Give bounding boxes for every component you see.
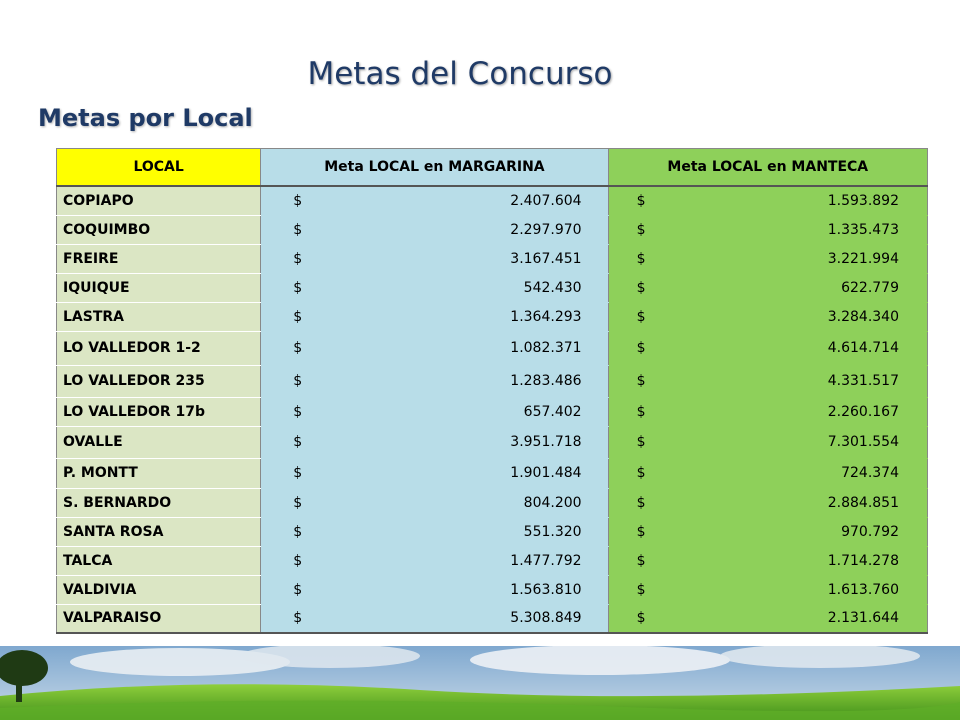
metas-table — [56, 148, 928, 634]
money-manteca — [615, 309, 921, 325]
currency-symbol: $ — [636, 403, 646, 420]
cell-manteca — [608, 365, 927, 397]
value-margarina: 804.200 — [523, 494, 582, 511]
money-manteca — [615, 251, 921, 267]
money-margarina — [267, 434, 601, 450]
cell-manteca — [608, 426, 927, 458]
money-manteca — [615, 404, 921, 420]
currency-symbol: $ — [293, 279, 303, 296]
cell-margarina — [261, 604, 608, 633]
table-row — [57, 244, 928, 273]
slide-title: Metas del Concurso — [307, 56, 613, 92]
currency-symbol: $ — [293, 552, 303, 569]
currency-symbol: $ — [293, 340, 303, 356]
value-manteca: 7.301.554 — [827, 434, 899, 450]
cell-local: S. BERNARDO — [57, 488, 261, 517]
money-margarina — [267, 373, 601, 389]
value-margarina: 3.167.451 — [510, 250, 582, 267]
money-margarina — [267, 582, 601, 598]
cell-manteca — [608, 397, 927, 426]
value-margarina: 542.430 — [523, 279, 582, 296]
cell-local: COQUIMBO — [57, 215, 261, 244]
cell-manteca — [608, 186, 927, 215]
currency-symbol: $ — [293, 494, 303, 511]
header-manteca: Meta LOCAL en MANTECA — [608, 149, 927, 187]
cell-manteca — [608, 244, 927, 273]
value-margarina: 1.563.810 — [510, 581, 582, 598]
cell-local: COPIAPO — [57, 186, 261, 215]
header-margarina: Meta LOCAL en MARGARINA — [261, 149, 608, 187]
value-manteca: 622.779 — [841, 279, 899, 296]
cell-local: LO VALLEDOR 235 — [57, 365, 261, 397]
cell-margarina — [261, 426, 608, 458]
money-margarina — [267, 404, 601, 420]
money-margarina — [267, 280, 601, 296]
money-margarina — [267, 340, 601, 356]
value-margarina: 1.283.486 — [510, 373, 582, 389]
table-row — [57, 215, 928, 244]
value-margarina: 1.477.792 — [510, 552, 582, 569]
currency-symbol: $ — [636, 373, 646, 389]
cell-local: LASTRA — [57, 302, 261, 331]
table-row — [57, 517, 928, 546]
cell-local: SANTA ROSA — [57, 517, 261, 546]
table-row — [57, 273, 928, 302]
currency-symbol: $ — [636, 340, 646, 356]
table-row — [57, 365, 928, 397]
cell-local: TALCA — [57, 546, 261, 575]
currency-symbol: $ — [293, 403, 303, 420]
cell-margarina — [261, 302, 608, 331]
money-manteca — [615, 340, 921, 356]
cell-manteca — [608, 488, 927, 517]
value-margarina: 1.364.293 — [510, 308, 582, 325]
money-margarina — [267, 524, 601, 540]
currency-symbol: $ — [293, 610, 303, 627]
cell-local: VALDIVIA — [57, 575, 261, 604]
money-margarina — [267, 309, 601, 325]
value-manteca: 3.221.994 — [827, 250, 899, 267]
table-row — [57, 331, 928, 365]
header-local: LOCAL — [57, 149, 261, 187]
money-manteca — [615, 553, 921, 569]
cell-manteca — [608, 575, 927, 604]
value-manteca: 1.335.473 — [827, 221, 899, 238]
currency-symbol: $ — [636, 250, 646, 267]
currency-symbol: $ — [293, 581, 303, 598]
table-row — [57, 546, 928, 575]
currency-symbol: $ — [636, 434, 646, 450]
table-row — [57, 458, 928, 488]
cell-margarina — [261, 273, 608, 302]
cell-margarina — [261, 397, 608, 426]
currency-symbol: $ — [636, 279, 646, 296]
table-row — [57, 426, 928, 458]
value-manteca: 1.613.760 — [827, 581, 899, 598]
value-manteca: 1.593.892 — [827, 192, 899, 209]
slide-subtitle: Metas por Local — [38, 104, 253, 132]
currency-symbol: $ — [293, 465, 303, 481]
value-manteca: 1.714.278 — [827, 552, 899, 569]
value-manteca: 4.331.517 — [827, 373, 899, 389]
value-margarina: 2.297.970 — [510, 221, 582, 238]
money-margarina — [267, 222, 601, 238]
money-margarina — [267, 553, 601, 569]
value-margarina: 2.407.604 — [510, 192, 582, 209]
table-row — [57, 488, 928, 517]
table-row — [57, 575, 928, 604]
table-row — [57, 604, 928, 633]
table-header — [57, 149, 928, 187]
value-margarina: 3.951.718 — [510, 434, 582, 450]
money-manteca — [615, 222, 921, 238]
money-margarina — [267, 610, 601, 626]
value-manteca: 2.131.644 — [827, 610, 899, 627]
value-margarina: 657.402 — [523, 403, 582, 420]
value-margarina: 1.082.371 — [510, 340, 582, 356]
currency-symbol: $ — [293, 221, 303, 238]
cell-manteca — [608, 517, 927, 546]
value-manteca: 970.792 — [841, 523, 899, 540]
cell-margarina — [261, 365, 608, 397]
cell-manteca — [608, 546, 927, 575]
currency-symbol: $ — [636, 221, 646, 238]
currency-symbol: $ — [636, 465, 646, 481]
value-manteca: 2.260.167 — [827, 403, 899, 420]
currency-symbol: $ — [636, 192, 646, 209]
table-row — [57, 397, 928, 426]
cell-local: LO VALLEDOR 1-2 — [57, 331, 261, 365]
value-margarina: 551.320 — [523, 523, 582, 540]
currency-symbol: $ — [636, 552, 646, 569]
value-manteca: 3.284.340 — [827, 308, 899, 325]
grass-sky-landscape-icon — [0, 646, 960, 720]
money-manteca — [615, 610, 921, 626]
currency-symbol: $ — [293, 373, 303, 389]
currency-symbol: $ — [293, 523, 303, 540]
value-margarina: 1.901.484 — [510, 465, 582, 481]
currency-symbol: $ — [636, 610, 646, 627]
table-row — [57, 302, 928, 331]
cell-local: OVALLE — [57, 426, 261, 458]
value-manteca: 4.614.714 — [827, 340, 899, 356]
cell-margarina — [261, 575, 608, 604]
cell-margarina — [261, 215, 608, 244]
currency-symbol: $ — [636, 523, 646, 540]
cell-manteca — [608, 302, 927, 331]
header-row — [57, 149, 928, 187]
cell-margarina — [261, 244, 608, 273]
currency-symbol: $ — [293, 250, 303, 267]
cell-local: VALPARAISO — [57, 604, 261, 633]
cell-margarina — [261, 458, 608, 488]
currency-symbol: $ — [293, 434, 303, 450]
cell-local: FREIRE — [57, 244, 261, 273]
table-row — [57, 186, 928, 215]
cell-margarina — [261, 488, 608, 517]
money-manteca — [615, 582, 921, 598]
money-manteca — [615, 495, 921, 511]
money-margarina — [267, 251, 601, 267]
currency-symbol: $ — [293, 192, 303, 209]
cell-local: LO VALLEDOR 17b — [57, 397, 261, 426]
currency-symbol: $ — [293, 308, 303, 325]
money-margarina — [267, 465, 601, 481]
money-manteca — [615, 280, 921, 296]
cell-margarina — [261, 331, 608, 365]
money-margarina — [267, 495, 601, 511]
cell-margarina — [261, 546, 608, 575]
cell-margarina — [261, 517, 608, 546]
cell-manteca — [608, 458, 927, 488]
cell-manteca — [608, 331, 927, 365]
cell-manteca — [608, 215, 927, 244]
cell-local: P. MONTT — [57, 458, 261, 488]
cell-manteca — [608, 273, 927, 302]
value-margarina: 5.308.849 — [510, 610, 582, 627]
currency-symbol: $ — [636, 494, 646, 511]
money-margarina — [267, 193, 601, 209]
value-manteca: 2.884.851 — [827, 494, 899, 511]
landscape-footer-image — [0, 646, 960, 720]
money-manteca — [615, 465, 921, 481]
currency-symbol: $ — [636, 581, 646, 598]
table-body — [57, 186, 928, 633]
money-manteca — [615, 434, 921, 450]
value-manteca: 724.374 — [841, 465, 899, 481]
money-manteca — [615, 193, 921, 209]
cell-margarina — [261, 186, 608, 215]
money-manteca — [615, 373, 921, 389]
cell-local: IQUIQUE — [57, 273, 261, 302]
currency-symbol: $ — [636, 308, 646, 325]
cell-manteca — [608, 604, 927, 633]
money-manteca — [615, 524, 921, 540]
